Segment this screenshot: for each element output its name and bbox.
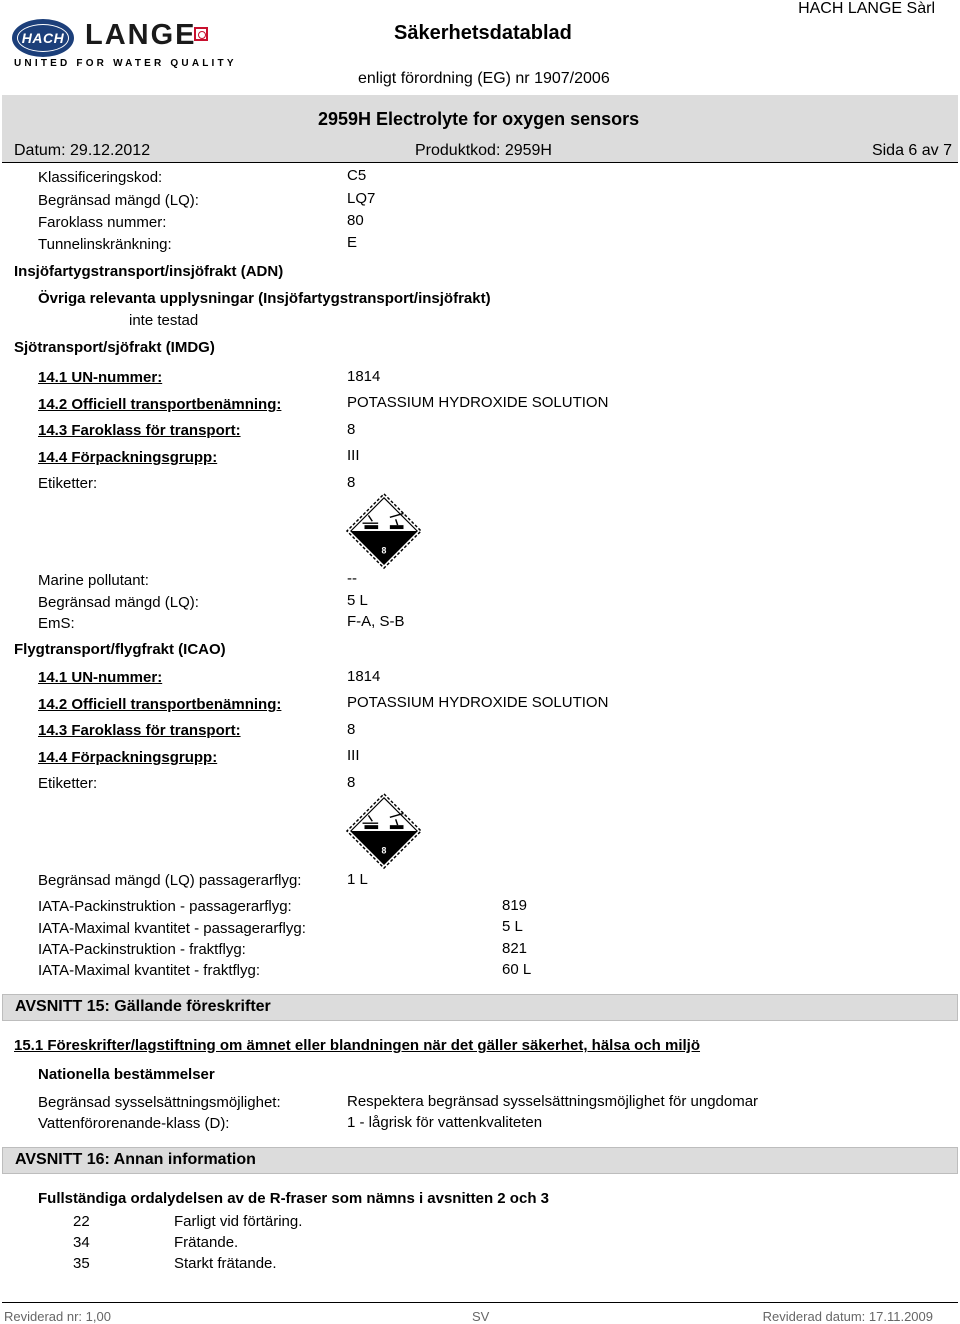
- imdg-labels-label: Etiketter:: [38, 475, 98, 492]
- regulation-label: Vattenförorenande-klass (D):: [38, 1115, 230, 1132]
- icao-labels-label: Etiketter:: [38, 775, 98, 792]
- document-title: Säkerhetsdatablad: [394, 22, 572, 44]
- icao-lq-value: 1 L: [347, 871, 368, 888]
- imdg-extra-label: Marine pollutant:: [38, 572, 149, 589]
- imdg-label: 14.1 UN-nummer:: [38, 369, 163, 386]
- r-phrase-text: Frätande.: [174, 1234, 239, 1251]
- imdg-extra-label: EmS:: [38, 615, 75, 632]
- imdg-extra-value: 5 L: [347, 592, 368, 609]
- page-number: Sida 6 av 7: [871, 142, 952, 159]
- r-phrase-code: 34: [73, 1234, 90, 1251]
- adr-label: Begränsad mängd (LQ):: [38, 192, 199, 209]
- icao-value: POTASSIUM HYDROXIDE SOLUTION: [347, 694, 609, 711]
- section-16-bar: [2, 1147, 958, 1174]
- icao-heading: Flygtransport/flygfrakt (ICAO): [14, 641, 226, 658]
- adr-label: Faroklass nummer:: [38, 214, 167, 231]
- iata-label: IATA-Maximal kvantitet - passagerarflyg:: [38, 920, 306, 937]
- adr-value: E: [347, 234, 358, 251]
- revision-number: Reviderad nr: 1,00: [4, 1309, 111, 1324]
- icao-labels-value: 8: [347, 774, 356, 791]
- hach-logo: [12, 19, 74, 57]
- company-name: HACH LANGE Sàrl: [798, 0, 935, 17]
- icao-label: 14.1 UN-nummer:: [38, 669, 163, 686]
- imdg-value: 8: [347, 421, 356, 438]
- lange-logo-mark-icon: [194, 27, 208, 41]
- product-name: 2959H Electrolyte for oxygen sensors: [318, 109, 640, 129]
- corrosive-hazard-icon: [345, 492, 423, 570]
- imdg-extra-label: Begränsad mängd (LQ):: [38, 594, 199, 611]
- adr-value: 80: [347, 212, 364, 229]
- adn-other-value: inte testad: [129, 312, 199, 329]
- language-code: SV: [472, 1309, 490, 1324]
- icao-value: 1814: [347, 668, 381, 685]
- company-tagline: UNITED FOR WATER QUALITY: [14, 58, 237, 69]
- iata-value: 821: [502, 940, 528, 957]
- imdg-label: 14.3 Faroklass för transport:: [38, 422, 241, 439]
- icao-value: III: [347, 747, 360, 764]
- regulation-value: Respektera begränsad sysselsättningsmöjlighet för ungdomar: [347, 1093, 759, 1110]
- corrosive-hazard-icon: [345, 792, 423, 870]
- hazard-class-number: 8: [381, 845, 387, 856]
- r-phrase-code: 22: [73, 1213, 90, 1230]
- document-date: Datum: 29.12.2012: [14, 142, 151, 159]
- lange-logo-text: LANGE: [85, 19, 197, 51]
- iata-label: IATA-Packinstruktion - passagerarflyg:: [38, 898, 292, 915]
- iata-value: 5 L: [502, 918, 523, 935]
- iata-label: IATA-Packinstruktion - fraktflyg:: [38, 941, 246, 958]
- r-phrase-text: Starkt frätande.: [174, 1255, 277, 1272]
- r-phrase-code: 35: [73, 1255, 90, 1272]
- imdg-extra-value: --: [347, 570, 357, 587]
- adn-other-heading: Övriga relevanta upplysningar (Insjöfartygstransport/insjöfrakt): [38, 290, 491, 307]
- hazard-class-number: 8: [381, 545, 387, 556]
- iata-value: 60 L: [502, 961, 532, 978]
- imdg-label: 14.4 Förpackningsgrupp:: [38, 449, 218, 466]
- adn-heading: Insjöfartygstransport/insjöfrakt (ADN): [14, 263, 284, 280]
- adr-value: C5: [347, 167, 367, 184]
- icao-lq-label: Begränsad mängd (LQ) passagerarflyg:: [38, 872, 302, 889]
- r-phrase-text: Farligt vid förtäring.: [174, 1213, 303, 1230]
- icao-label: 14.3 Faroklass för transport:: [38, 722, 241, 739]
- header-divider: [2, 162, 958, 163]
- imdg-label: 14.2 Officiell transportbenämning:: [38, 396, 282, 413]
- iata-value: 819: [502, 897, 528, 914]
- icao-value: 8: [347, 721, 356, 738]
- imdg-value: POTASSIUM HYDROXIDE SOLUTION: [347, 394, 609, 411]
- iata-label: IATA-Maximal kvantitet - fraktflyg:: [38, 962, 260, 979]
- product-code: Produktkod: 2959H: [415, 142, 552, 159]
- icao-label: 14.4 Förpackningsgrupp:: [38, 749, 218, 766]
- regulation-label: Begränsad sysselsättningsmöjlighet:: [38, 1094, 281, 1111]
- adr-label: Tunnelinskränkning:: [38, 236, 172, 253]
- revised-date: Reviderad datum: 17.11.2009: [762, 1309, 933, 1324]
- imdg-value: 1814: [347, 368, 381, 385]
- r-phrases-heading: Fullständiga ordalydelsen av de R-fraser som nämns i avsnitten 2 och 3: [38, 1190, 549, 1207]
- footer-divider: [2, 1302, 958, 1303]
- hach-logo-text: HACH: [17, 24, 69, 52]
- section-15-title: AVSNITT 15: Gällande föreskrifter: [15, 998, 271, 1015]
- section-16-title: AVSNITT 16: Annan information: [15, 1151, 256, 1168]
- national-heading: Nationella bestämmelser: [38, 1066, 215, 1083]
- regulation-value: 1 - lågrisk för vattenkvaliteten: [347, 1114, 543, 1131]
- adr-label: Klassificeringskod:: [38, 169, 163, 186]
- imdg-labels-value: 8: [347, 474, 356, 491]
- section-15-bar: [2, 994, 958, 1021]
- imdg-heading: Sjötransport/sjöfrakt (IMDG): [14, 339, 215, 356]
- section-15-subtitle: 15.1 Föreskrifter/lagstiftning om ämnet eller blandningen när det gäller säkerhet, hälsa och miljö: [14, 1037, 701, 1054]
- icao-label: 14.2 Officiell transportbenämning:: [38, 696, 282, 713]
- regulation-text: enligt förordning (EG) nr 1907/2006: [358, 70, 610, 87]
- adr-value: LQ7: [347, 190, 376, 207]
- imdg-extra-value: F-A, S-B: [347, 613, 405, 630]
- imdg-value: III: [347, 447, 360, 464]
